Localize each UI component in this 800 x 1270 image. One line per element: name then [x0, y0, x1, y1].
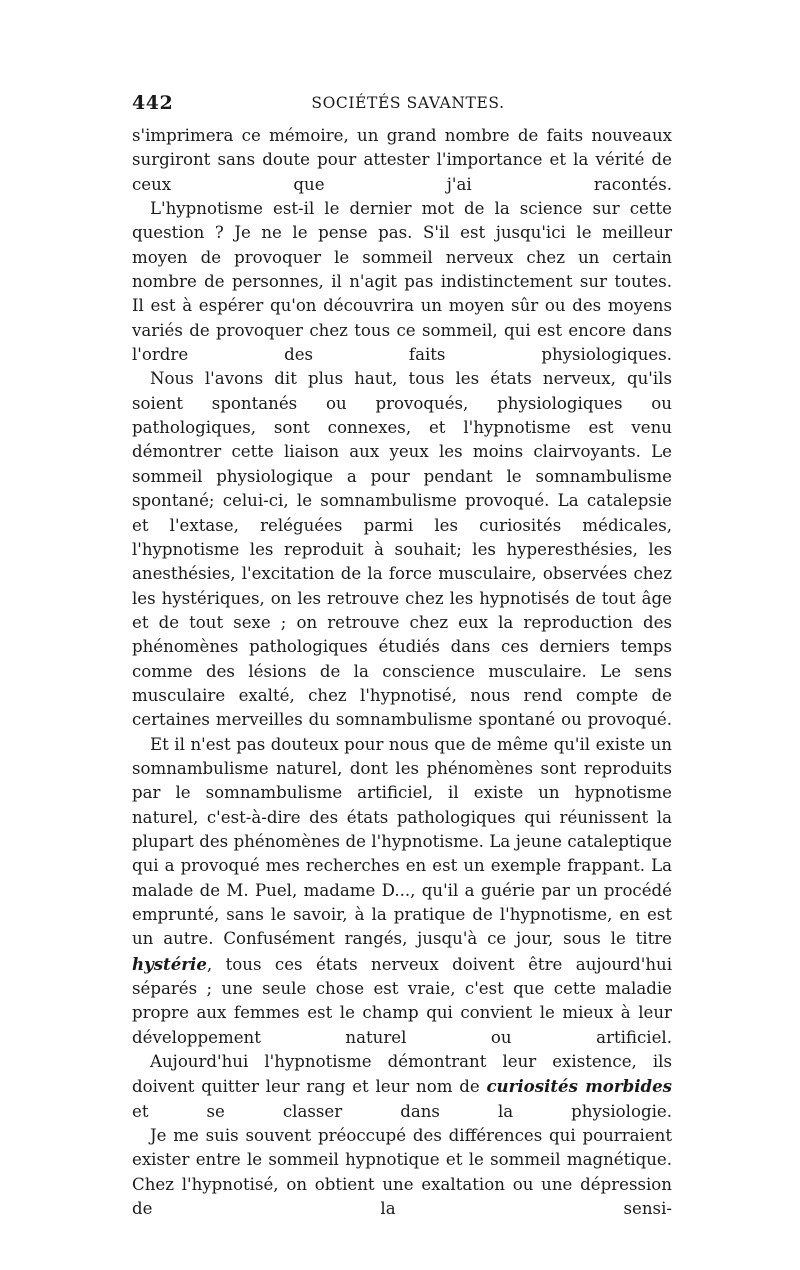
paragraph-3: Nous l'avons dit plus haut, tous les états nerveux, qu'ils soient spontanés ou provoqués, physiologiques ou pathologiques, sont connexes, et l'hypnotisme est venu démontrer cette liaison aux yeux les moins clairvoyants. Le sommeil physiologique a pour pendant le somnambulisme spontané; celui-ci, le somnambulisme provoqué. La catalepsie et l'extase, reléguées parmi les curiosités médicales, l'hypnotisme les reproduit à souhait; les hyperesthésies, les anesthésies, l'excitation de la force musculaire, observées chez les hystériques, on les retrouve chez les hypnotisés de tout âge et de tout sexe ; on retrouve chez eux la reproduction des phénomènes pathologiques étudiés dans ces derniers temps comme des lésions de la conscience musculaire. Le sens musculaire exalté, chez l'hypnotisé, nous rend compte de certaines merveilles du somnambulisme spontané ou provoqué. — [132, 369, 672, 730]
paragraph-6: Je me suis souvent préoccupé des différences qui pourraient exister entre le sommeil hypnotique et le sommeil magnétique. Chez l'hypnotisé, on obtient une exaltation ou une dépression de la sensi- — [132, 1126, 672, 1219]
emphasis-hysterie: hystérie — [132, 953, 207, 974]
emphasis-curiosites-morbides: curiosités morbides — [486, 1076, 673, 1097]
paragraph-2: L'hypnotisme est-il le dernier mot de la science sur cette question ? Je ne le pense pas. S'il est jusqu'ici le meilleur moyen de provoquer le sommeil nerveux chez un certain nombre de personnes, il n'agit pas indistinctement sur toutes. Il est à espérer qu'on découvrira un moyen sûr ou des moyens variés de provoquer chez tous ce sommeil, qui est encore dans l'ordre des faits physiologiques. — [132, 199, 672, 365]
running-title: SOCIÉTÉS SAVANTES. — [311, 94, 505, 112]
paragraph-1: s'imprimera ce mémoire, un grand nombre de faits nouveaux surgiront sans doute pour attester l'importance et la vérité de ceux que j'ai racontés. — [132, 126, 672, 194]
paragraph-4 — [132, 733, 672, 1050]
paragraph-4-text-b: , tous ces états nerveux doivent être aujourd'hui séparés ; une seule chose est vraie, c'est que cette maladie propre aux femmes est le champ qui convient le mieux à leur développement naturel ou artificiel. — [132, 954, 672, 1047]
paragraph-5-text-b: et se classer dans la physiologie. — [132, 1101, 672, 1121]
paragraph-4-text-a: Et il n'est pas douteux pour nous que de même qu'il existe un somnambulisme naturel, dont les phénomènes sont reproduits par le somnambulisme artificiel, il existe un hypnotisme naturel, c'est-à-dire des états pathologiques qui réunissent la plupart des phénomènes de l'hypnotisme. La jeune cataleptique qui a provoqué mes recherches en est un exemple frappant. La malade de M. Puel, madame D..., qu'il a guérie par un procédé emprunté, sans le savoir, à la pratique de l'hypnotisme, en est un autre. Confusément rangés, jusqu'à ce jour, sous le titre — [132, 734, 672, 949]
paragraph-5-text-a: Aujourd'hui l'hypnotisme démontrant leur existence, ils doivent quitter leur rang et leur nom de — [132, 1052, 672, 1097]
paragraph-5 — [132, 1050, 672, 1124]
body-text — [132, 124, 672, 1221]
page-number: 442 — [132, 92, 174, 114]
running-head — [132, 92, 672, 118]
